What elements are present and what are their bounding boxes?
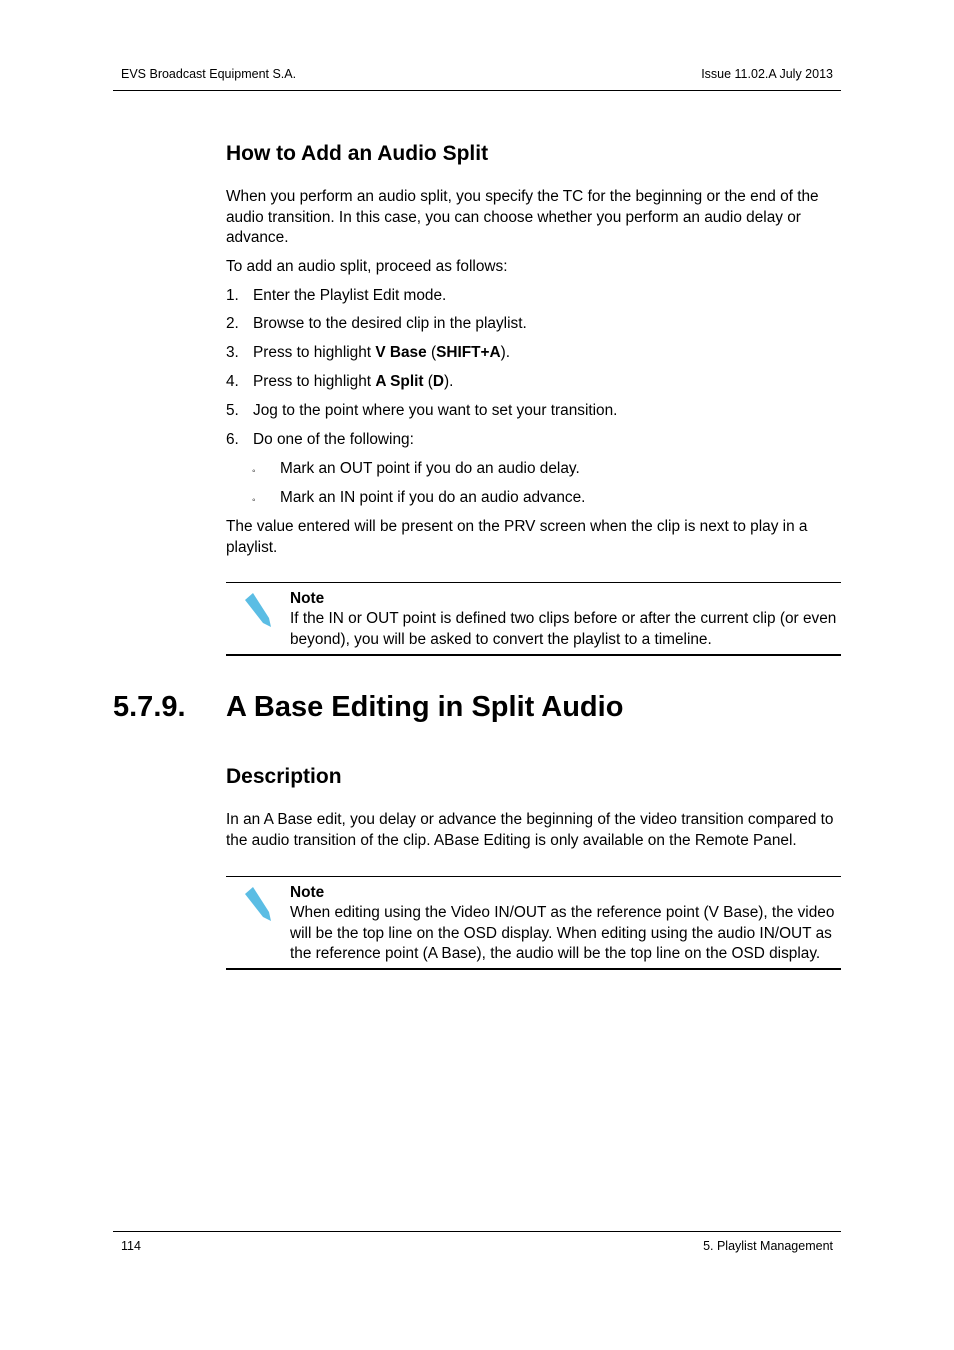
pencil-icon	[242, 884, 274, 924]
note-title: Note	[290, 590, 325, 607]
section-number: 5.7.9.	[113, 691, 186, 723]
bullet-marker: ◦	[252, 495, 256, 506]
steps-lead: To add an audio split, proceed as follows:	[226, 258, 508, 275]
header-company: EVS Broadcast Equipment S.A.	[121, 67, 297, 81]
note-box	[226, 582, 841, 656]
bullet-marker: ◦	[252, 466, 256, 477]
note-body: If the IN or OUT point is defined two clips before or after the current clip (or even beyond), you will be asked to convert the playlist to a timeline.	[290, 610, 837, 648]
intro-paragraph: When you perform an audio split, you specify the TC for the beginning or the end of the audio transition. In this case, you can choose whether you perform an audio delay or advance.	[226, 188, 819, 247]
after-paragraph: The value entered will be present on the PRV screen when the clip is next to play in a playlist.	[226, 518, 808, 556]
note-title: Note	[290, 884, 325, 901]
section-title: A Base Editing in Split Audio	[226, 691, 624, 723]
page-footer	[113, 1231, 841, 1253]
note-box	[226, 876, 841, 970]
note-body: When editing using the Video IN/OUT as the reference point (V Base), the video will be the top line on the OSD display. When editing using the audio IN/OUT as the reference point (A Base), the audio will be the top line on the OSD display.	[290, 904, 835, 963]
header-issue: Issue 11.02.A July 2013	[701, 67, 833, 81]
footer-chapter: 5. Playlist Management	[703, 1239, 833, 1253]
page-number: 114	[121, 1239, 141, 1253]
section-heading-add-audio-split: How to Add an Audio Split	[226, 142, 489, 165]
description-paragraph: In an A Base edit, you delay or advance the beginning of the video transition compared to the audio transition of the clip. ABase Editing is only available on the Remote Panel.	[226, 811, 834, 849]
page-header	[113, 65, 841, 91]
subheading-description: Description	[226, 765, 342, 788]
pencil-icon	[242, 590, 274, 630]
